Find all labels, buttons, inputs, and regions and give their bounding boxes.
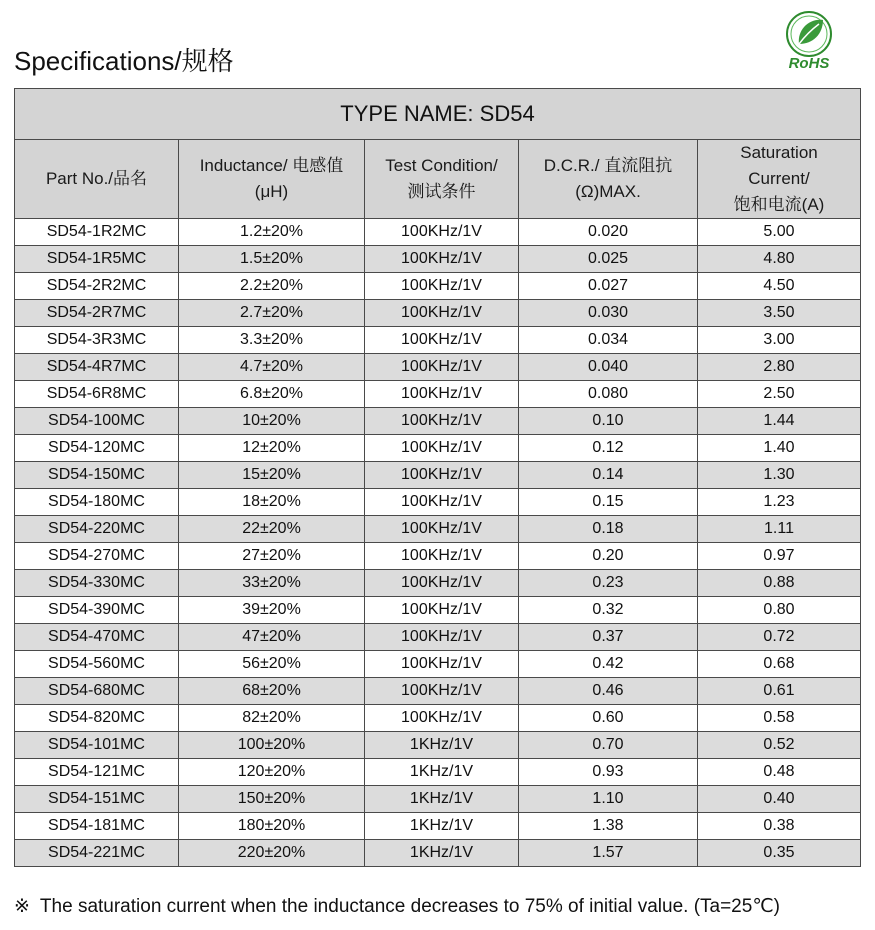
type-name-row [15, 89, 861, 140]
cell-inductance: 33±20% [179, 570, 365, 597]
cell-part-no: SD54-390MC [15, 597, 179, 624]
table-row [15, 408, 861, 435]
cell-inductance: 22±20% [179, 516, 365, 543]
table-row [15, 327, 861, 354]
table-row [15, 543, 861, 570]
header-test-condition: Test Condition/ 测试条件 [365, 140, 519, 219]
rohs-logo-text: RoHS [788, 55, 830, 72]
cell-inductance: 6.8±20% [179, 381, 365, 408]
cell-part-no: SD54-100MC [15, 408, 179, 435]
cell-test-condition: 100KHz/1V [365, 597, 519, 624]
cell-dcr: 0.020 [519, 219, 698, 246]
cell-saturation-current: 1.30 [698, 462, 861, 489]
table-row [15, 813, 861, 840]
cell-part-no: SD54-220MC [15, 516, 179, 543]
cell-inductance: 1.2±20% [179, 219, 365, 246]
cell-test-condition: 100KHz/1V [365, 570, 519, 597]
cell-inductance: 27±20% [179, 543, 365, 570]
cell-test-condition: 100KHz/1V [365, 354, 519, 381]
table-row [15, 489, 861, 516]
cell-inductance: 12±20% [179, 435, 365, 462]
table-row [15, 732, 861, 759]
cell-part-no: SD54-330MC [15, 570, 179, 597]
cell-saturation-current: 0.48 [698, 759, 861, 786]
cell-saturation-current: 0.68 [698, 651, 861, 678]
cell-part-no: SD54-2R7MC [15, 300, 179, 327]
cell-inductance: 120±20% [179, 759, 365, 786]
cell-test-condition: 1KHz/1V [365, 759, 519, 786]
cell-dcr: 0.60 [519, 705, 698, 732]
table-row [15, 219, 861, 246]
table-row [15, 462, 861, 489]
cell-test-condition: 100KHz/1V [365, 651, 519, 678]
cell-dcr: 0.10 [519, 408, 698, 435]
cell-saturation-current: 0.52 [698, 732, 861, 759]
cell-saturation-current: 1.11 [698, 516, 861, 543]
cell-test-condition: 1KHz/1V [365, 813, 519, 840]
cell-dcr: 1.38 [519, 813, 698, 840]
cell-inductance: 68±20% [179, 678, 365, 705]
type-name: TYPE NAME: SD54 [15, 89, 861, 140]
cell-saturation-current: 0.61 [698, 678, 861, 705]
cell-saturation-current: 1.23 [698, 489, 861, 516]
table-row [15, 273, 861, 300]
cell-dcr: 0.030 [519, 300, 698, 327]
cell-inductance: 100±20% [179, 732, 365, 759]
cell-saturation-current: 0.58 [698, 705, 861, 732]
table-row [15, 705, 861, 732]
cell-saturation-current: 4.50 [698, 273, 861, 300]
cell-inductance: 18±20% [179, 489, 365, 516]
cell-test-condition: 100KHz/1V [365, 300, 519, 327]
cell-part-no: SD54-820MC [15, 705, 179, 732]
cell-inductance: 82±20% [179, 705, 365, 732]
cell-saturation-current: 4.80 [698, 246, 861, 273]
spec-table-body [15, 219, 861, 867]
cell-dcr: 0.37 [519, 624, 698, 651]
cell-inductance: 2.7±20% [179, 300, 365, 327]
cell-saturation-current: 0.97 [698, 543, 861, 570]
cell-test-condition: 100KHz/1V [365, 516, 519, 543]
table-row [15, 678, 861, 705]
table-row [15, 516, 861, 543]
cell-dcr: 0.15 [519, 489, 698, 516]
cell-inductance: 220±20% [179, 840, 365, 867]
cell-dcr: 0.027 [519, 273, 698, 300]
header-saturation-current: Saturation Current/ 饱和电流(A) [698, 140, 861, 219]
table-row [15, 624, 861, 651]
table-row [15, 651, 861, 678]
cell-part-no: SD54-470MC [15, 624, 179, 651]
cell-part-no: SD54-101MC [15, 732, 179, 759]
cell-part-no: SD54-151MC [15, 786, 179, 813]
cell-part-no: SD54-560MC [15, 651, 179, 678]
cell-saturation-current: 5.00 [698, 219, 861, 246]
cell-test-condition: 100KHz/1V [365, 462, 519, 489]
cell-saturation-current: 3.00 [698, 327, 861, 354]
cell-dcr: 0.70 [519, 732, 698, 759]
cell-saturation-current: 1.40 [698, 435, 861, 462]
table-row [15, 840, 861, 867]
footnote [14, 894, 780, 920]
cell-part-no: SD54-180MC [15, 489, 179, 516]
header-dcr: D.C.R./ 直流阻抗 (Ω)MAX. [519, 140, 698, 219]
cell-part-no: SD54-121MC [15, 759, 179, 786]
cell-part-no: SD54-3R3MC [15, 327, 179, 354]
cell-dcr: 0.040 [519, 354, 698, 381]
cell-inductance: 39±20% [179, 597, 365, 624]
footnote-text: The saturation current when the inductance decreases to 75% of initial value. (Ta=25℃) [39, 896, 780, 917]
cell-part-no: SD54-2R2MC [15, 273, 179, 300]
cell-test-condition: 100KHz/1V [365, 678, 519, 705]
spec-table [14, 88, 861, 867]
cell-test-condition: 100KHz/1V [365, 219, 519, 246]
table-row [15, 597, 861, 624]
cell-inductance: 180±20% [179, 813, 365, 840]
rohs-logo-icon [777, 8, 841, 72]
cell-test-condition: 100KHz/1V [365, 246, 519, 273]
cell-test-condition: 1KHz/1V [365, 786, 519, 813]
table-row [15, 300, 861, 327]
cell-part-no: SD54-680MC [15, 678, 179, 705]
cell-test-condition: 1KHz/1V [365, 732, 519, 759]
cell-dcr: 0.42 [519, 651, 698, 678]
cell-part-no: SD54-270MC [15, 543, 179, 570]
cell-test-condition: 100KHz/1V [365, 705, 519, 732]
header-part-no: Part No./品名 [15, 140, 179, 219]
table-row [15, 246, 861, 273]
header-inductance: Inductance/ 电感值 (μH) [179, 140, 365, 219]
cell-inductance: 47±20% [179, 624, 365, 651]
cell-dcr: 0.14 [519, 462, 698, 489]
cell-dcr: 0.034 [519, 327, 698, 354]
cell-saturation-current: 0.40 [698, 786, 861, 813]
table-row [15, 570, 861, 597]
table-row [15, 759, 861, 786]
cell-test-condition: 100KHz/1V [365, 381, 519, 408]
cell-inductance: 10±20% [179, 408, 365, 435]
cell-inductance: 56±20% [179, 651, 365, 678]
cell-inductance: 4.7±20% [179, 354, 365, 381]
cell-part-no: SD54-6R8MC [15, 381, 179, 408]
cell-dcr: 0.20 [519, 543, 698, 570]
table-row [15, 786, 861, 813]
cell-part-no: SD54-1R5MC [15, 246, 179, 273]
cell-test-condition: 100KHz/1V [365, 489, 519, 516]
cell-test-condition: 100KHz/1V [365, 408, 519, 435]
cell-dcr: 0.12 [519, 435, 698, 462]
cell-test-condition: 100KHz/1V [365, 435, 519, 462]
cell-inductance: 3.3±20% [179, 327, 365, 354]
cell-part-no: SD54-181MC [15, 813, 179, 840]
cell-dcr: 0.18 [519, 516, 698, 543]
page-title: Specifications/规格 [14, 46, 234, 76]
cell-saturation-current: 2.50 [698, 381, 861, 408]
cell-dcr: 1.57 [519, 840, 698, 867]
cell-dcr: 0.080 [519, 381, 698, 408]
cell-inductance: 1.5±20% [179, 246, 365, 273]
cell-saturation-current: 0.80 [698, 597, 861, 624]
cell-saturation-current: 2.80 [698, 354, 861, 381]
cell-dcr: 0.23 [519, 570, 698, 597]
reference-mark-icon: ※ [14, 896, 30, 917]
cell-part-no: SD54-1R2MC [15, 219, 179, 246]
cell-test-condition: 100KHz/1V [365, 624, 519, 651]
cell-saturation-current: 0.88 [698, 570, 861, 597]
cell-dcr: 0.32 [519, 597, 698, 624]
cell-part-no: SD54-120MC [15, 435, 179, 462]
cell-inductance: 2.2±20% [179, 273, 365, 300]
cell-saturation-current: 0.38 [698, 813, 861, 840]
cell-inductance: 150±20% [179, 786, 365, 813]
cell-test-condition: 100KHz/1V [365, 327, 519, 354]
cell-dcr: 0.93 [519, 759, 698, 786]
cell-dcr: 1.10 [519, 786, 698, 813]
cell-saturation-current: 0.35 [698, 840, 861, 867]
cell-part-no: SD54-150MC [15, 462, 179, 489]
cell-saturation-current: 1.44 [698, 408, 861, 435]
table-row [15, 354, 861, 381]
cell-test-condition: 100KHz/1V [365, 543, 519, 570]
cell-dcr: 0.025 [519, 246, 698, 273]
table-row [15, 381, 861, 408]
cell-part-no: SD54-221MC [15, 840, 179, 867]
cell-inductance: 15±20% [179, 462, 365, 489]
cell-test-condition: 1KHz/1V [365, 840, 519, 867]
cell-saturation-current: 3.50 [698, 300, 861, 327]
cell-test-condition: 100KHz/1V [365, 273, 519, 300]
cell-saturation-current: 0.72 [698, 624, 861, 651]
cell-dcr: 0.46 [519, 678, 698, 705]
header-row [15, 140, 861, 219]
table-row [15, 435, 861, 462]
cell-part-no: SD54-4R7MC [15, 354, 179, 381]
